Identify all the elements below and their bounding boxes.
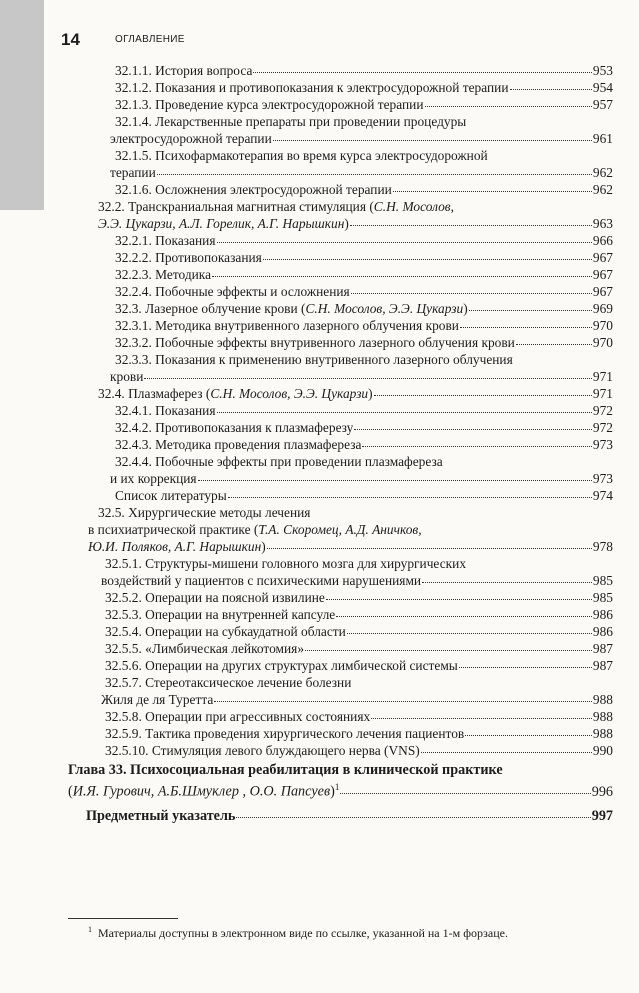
toc-text: ) <box>261 539 266 554</box>
toc-text: 32.5.6. Операции на других структурах лимбической системы <box>105 658 458 673</box>
footnote <box>88 925 508 941</box>
dot-leader <box>217 411 592 413</box>
toc-text: 32.2.1. Показания <box>115 233 216 248</box>
toc-entry <box>110 164 613 181</box>
toc-authors: С.Н. Мосолов, Э.Э. Цукарзи <box>305 301 464 316</box>
toc-page-number: 953 <box>592 63 613 78</box>
toc-text: ( <box>68 783 73 800</box>
dot-leader <box>347 632 592 634</box>
toc-entry <box>105 742 613 759</box>
toc-text: 32.3. Лазерное облучение крови ( <box>115 301 306 316</box>
toc-text: Список литературы <box>115 488 227 503</box>
toc-page-number: 987 <box>592 641 613 656</box>
toc-entry-title <box>115 351 513 368</box>
toc-page-number: 963 <box>592 216 613 231</box>
toc-page-number: 986 <box>592 624 613 639</box>
toc-page-number: 972 <box>592 403 613 418</box>
toc-entry-title <box>115 402 216 419</box>
toc-entry <box>105 725 613 742</box>
toc-page-number: 954 <box>592 80 613 95</box>
dot-leader <box>393 190 592 192</box>
toc-text: 32.5.9. Тактика проведения хирургического лечения пациентов <box>105 726 465 741</box>
dot-leader <box>421 751 592 753</box>
toc-text: 32.4.2. Противопоказания к плазмаферезу <box>115 420 354 435</box>
toc-entry-title <box>115 113 466 130</box>
toc-entry-title <box>110 130 272 147</box>
toc-entry-title <box>115 96 424 113</box>
toc-text: 32.5.10. Стимуляция левого блуждающего нерва (VNS) <box>105 743 420 758</box>
dot-leader <box>267 547 592 549</box>
toc-entry-title <box>105 606 335 623</box>
toc-text: 32.1.5. Психофармакотерапия во время курса электросудорожной <box>115 148 488 163</box>
toc-page-number: 970 <box>592 318 613 333</box>
dot-leader <box>340 792 590 794</box>
toc-entry <box>98 198 613 215</box>
dot-leader <box>371 717 592 719</box>
toc-authors: С.Н. Мосолов, <box>373 199 454 214</box>
toc-entry-title <box>68 762 503 779</box>
footnote-ref: 1 <box>334 782 340 792</box>
toc-text: 32.5. Хирургические методы лечения <box>98 505 311 520</box>
toc-entry <box>115 96 613 113</box>
dot-leader <box>236 816 590 818</box>
toc-text: Предметный указатель <box>86 808 236 824</box>
toc-entry-title <box>105 742 420 759</box>
dot-leader <box>157 173 592 175</box>
toc-entry-title <box>110 368 143 385</box>
toc-entry-title <box>115 453 443 470</box>
toc-entry-title <box>105 725 464 742</box>
toc-page-number: 970 <box>592 335 613 350</box>
toc-page-number: 973 <box>592 437 613 452</box>
toc-text: и их коррекция <box>110 471 197 486</box>
toc-entry-title <box>105 674 351 691</box>
toc-entry-title <box>101 691 213 708</box>
toc-entry-title <box>86 808 235 825</box>
toc-entry-title <box>115 62 252 79</box>
toc-text: в психиатрической практике ( <box>88 522 259 537</box>
toc-text: крови <box>110 369 144 384</box>
dot-leader <box>351 292 592 294</box>
toc-entry <box>115 334 613 351</box>
toc-entry-title <box>115 232 216 249</box>
toc-text: 32.5.5. «Лимбическая лейкотомия» <box>105 641 305 656</box>
toc-entry-title <box>115 266 211 283</box>
toc-entry-title <box>105 623 346 640</box>
toc-entry-title <box>105 589 325 606</box>
dot-leader <box>425 105 592 107</box>
dot-leader <box>273 139 592 141</box>
toc-authors: И.Я. Гурович, А.Б.Шмуклер , О.О. Папсуев <box>72 783 331 800</box>
toc-page-number: 967 <box>592 284 613 299</box>
toc-entry <box>105 606 613 623</box>
toc-page-number: 997 <box>591 808 613 824</box>
toc-entry <box>88 538 613 555</box>
toc-text: 32.2.2. Противопоказания <box>115 250 262 265</box>
toc-entry <box>115 402 613 419</box>
dot-leader <box>336 615 592 617</box>
dot-leader <box>460 326 592 328</box>
page-number: 14 <box>61 30 80 49</box>
toc-authors: Т.А. Скоромец, А.Д. Аничков, <box>258 522 422 537</box>
toc-entry <box>115 419 613 436</box>
dot-leader <box>516 343 592 345</box>
footnote-rule <box>68 918 178 919</box>
dot-leader <box>305 649 592 651</box>
toc-entry <box>115 453 613 470</box>
toc-entry-title <box>98 385 373 402</box>
dot-leader <box>422 581 592 583</box>
toc-page-number: 990 <box>592 743 613 758</box>
toc-entry <box>110 368 613 385</box>
toc-text: электросудорожной терапии <box>110 131 272 146</box>
toc-entry <box>105 623 613 640</box>
toc-entry-title <box>98 504 310 521</box>
toc-page-number: 987 <box>592 658 613 673</box>
toc-entry-title <box>68 779 339 801</box>
toc-text: ) <box>368 386 373 401</box>
dot-leader <box>326 598 592 600</box>
toc-entry <box>86 808 613 825</box>
toc-entry <box>115 79 613 96</box>
toc-page-number: 962 <box>592 165 613 180</box>
toc-entry <box>115 232 613 249</box>
toc-text: 32.5.4. Операции на субкаудатной области <box>105 624 346 639</box>
toc-entry <box>115 317 613 334</box>
toc-entry <box>115 266 613 283</box>
toc-entry <box>115 249 613 266</box>
toc-entry <box>110 470 613 487</box>
toc-entry <box>115 113 613 130</box>
toc-page-number: 988 <box>592 692 613 707</box>
toc-entry <box>115 62 613 79</box>
toc-authors: Э.Э. Цукарзи, А.Л. Горелик, А.Г. Нарышкин <box>98 216 345 231</box>
dot-leader <box>212 275 592 277</box>
toc-entry <box>101 691 613 708</box>
running-title: ОГЛАВЛЕНИЕ <box>115 34 185 45</box>
dot-leader <box>465 734 592 736</box>
dot-leader <box>228 496 592 498</box>
toc-text: 32.4.3. Методика проведения плазмафереза <box>115 437 362 452</box>
dot-leader <box>459 666 592 668</box>
toc-entry-title <box>105 657 458 674</box>
toc-page-number: 974 <box>592 488 613 503</box>
toc-entry-title <box>98 198 454 215</box>
toc-entry <box>105 708 613 725</box>
toc-text: 32.5.7. Стереотаксическое лечение болезни <box>105 675 352 690</box>
toc-text: ) <box>344 216 349 231</box>
toc-page-number: 966 <box>592 233 613 248</box>
toc-text: 32.5.8. Операции при агрессивных состояниях <box>105 709 371 724</box>
toc-entry <box>105 674 613 691</box>
toc-text: 32.1.4. Лекарственные препараты при проведении процедуры <box>115 114 467 129</box>
toc-text: Жиля де ля Туретта <box>101 692 214 707</box>
toc-text: 32.1.6. Осложнения электросудорожной терапии <box>115 182 392 197</box>
toc-authors: С.Н. Мосолов, Э.Э. Цукарзи <box>210 386 369 401</box>
toc-entry-title <box>110 470 197 487</box>
toc-text: ) <box>463 301 468 316</box>
toc-page-number: 971 <box>592 386 613 401</box>
dot-leader <box>217 241 592 243</box>
toc-entry <box>115 487 613 504</box>
toc-entry <box>88 521 613 538</box>
dot-leader <box>374 394 592 396</box>
toc-entry <box>105 640 613 657</box>
toc-entry <box>115 436 613 453</box>
toc-text: 32.4. Плазмаферез ( <box>98 386 211 401</box>
toc-text: 32.1.2. Показания и противопоказания к электросудорожной терапии <box>115 80 509 95</box>
toc-text: терапии <box>110 165 156 180</box>
toc-entry <box>101 572 613 589</box>
toc-page-number: 985 <box>592 590 613 605</box>
toc-entry-title <box>98 215 349 232</box>
toc-text: 32.3.3. Показания к применению внутривенного лазерного облучения <box>115 352 513 367</box>
dot-leader <box>354 428 592 430</box>
footnote-marker: 1 <box>88 925 92 934</box>
toc-entry-title <box>115 79 509 96</box>
dot-leader <box>350 224 592 226</box>
toc-text: 32.2.3. Методика <box>115 267 212 282</box>
toc-entry-title <box>115 334 515 351</box>
dot-leader <box>198 479 592 481</box>
toc-page-number: 961 <box>592 131 613 146</box>
toc-entry <box>68 762 613 779</box>
toc-page-number: 996 <box>591 783 613 800</box>
toc-entry <box>98 504 613 521</box>
toc-page-number: 957 <box>592 97 613 112</box>
toc-entry-title <box>88 521 422 538</box>
toc-entry-title <box>115 317 459 334</box>
toc-entry <box>115 283 613 300</box>
toc-entry <box>115 147 613 164</box>
dot-leader <box>510 88 592 90</box>
toc-page-number: 969 <box>592 301 613 316</box>
toc-entry-title <box>115 436 361 453</box>
toc-text: ) <box>330 783 335 800</box>
toc-entry-title <box>88 538 266 555</box>
toc-page-number: 967 <box>592 250 613 265</box>
toc-entry-title <box>115 419 353 436</box>
toc-text: 32.1.1. История вопроса <box>115 63 253 78</box>
footnote-text: Материалы доступны в электронном виде по ссылке, указанной на 1-м форзаце. <box>98 926 508 940</box>
toc-entry-title <box>115 181 392 198</box>
toc-entry-title <box>105 555 466 572</box>
toc-page-number: 988 <box>592 726 613 741</box>
toc-entry <box>110 130 613 147</box>
toc-page-number: 988 <box>592 709 613 724</box>
toc-entry-title <box>105 708 370 725</box>
dot-leader <box>362 445 591 447</box>
toc-page-number: 986 <box>592 607 613 622</box>
toc-entry-title <box>115 487 227 504</box>
toc-text: 32.4.1. Показания <box>115 403 216 418</box>
toc-text: 32.5.3. Операции на внутренней капсуле <box>105 607 336 622</box>
toc-entry <box>115 300 613 317</box>
toc-text: воздействий у пациентов с психическими нарушениями <box>101 573 422 588</box>
toc-entry <box>105 657 613 674</box>
toc-entry-title <box>115 283 350 300</box>
toc-page-number: 971 <box>592 369 613 384</box>
toc-text: 32.2.4. Побочные эффекты и осложнения <box>115 284 350 299</box>
toc-entry <box>98 215 613 232</box>
toc-entry <box>115 351 613 368</box>
toc-entry <box>98 385 613 402</box>
toc-page-number: 967 <box>592 267 613 282</box>
toc-text: 32.2. Транскраниальная магнитная стимуляция ( <box>98 199 374 214</box>
toc-entry <box>68 779 613 801</box>
toc-entry-title <box>105 640 304 657</box>
dot-leader <box>469 309 592 311</box>
toc-entry-title <box>115 147 488 164</box>
toc-entry-title <box>115 249 262 266</box>
toc-text: 32.5.2. Операции на поясной извилине <box>105 590 325 605</box>
toc-text: 32.4.4. Побочные эффекты при проведении плазмафереза <box>115 454 443 469</box>
dot-leader <box>263 258 592 260</box>
toc-text: 32.1.3. Проведение курса электросудорожной терапии <box>115 97 424 112</box>
toc-entry <box>115 181 613 198</box>
dot-leader <box>144 377 592 379</box>
toc-text: Глава 33. Психосоциальная реабилитация в клинической практике <box>68 762 503 778</box>
toc-entry-title <box>101 572 421 589</box>
dot-leader <box>214 700 592 702</box>
toc-text: 32.5.1. Структуры-мишени головного мозга для хирургических <box>105 556 467 571</box>
toc-text: 32.3.2. Побочные эффекты внутривенного лазерного облучения крови <box>115 335 515 350</box>
toc-text: 32.3.1. Методика внутривенного лазерного облучения крови <box>115 318 459 333</box>
toc-entry <box>105 589 613 606</box>
toc-page-number: 985 <box>592 573 613 588</box>
dot-leader <box>253 71 592 73</box>
toc-authors: Ю.И. Поляков, А.Г. Нарышкин <box>88 539 262 554</box>
toc-page-number: 973 <box>592 471 613 486</box>
toc-page-number: 972 <box>592 420 613 435</box>
toc-entry-title <box>115 300 468 317</box>
toc-entry <box>105 555 613 572</box>
toc-entry-title <box>110 164 156 181</box>
toc-page-number: 962 <box>592 182 613 197</box>
toc-page-number: 978 <box>592 539 613 554</box>
